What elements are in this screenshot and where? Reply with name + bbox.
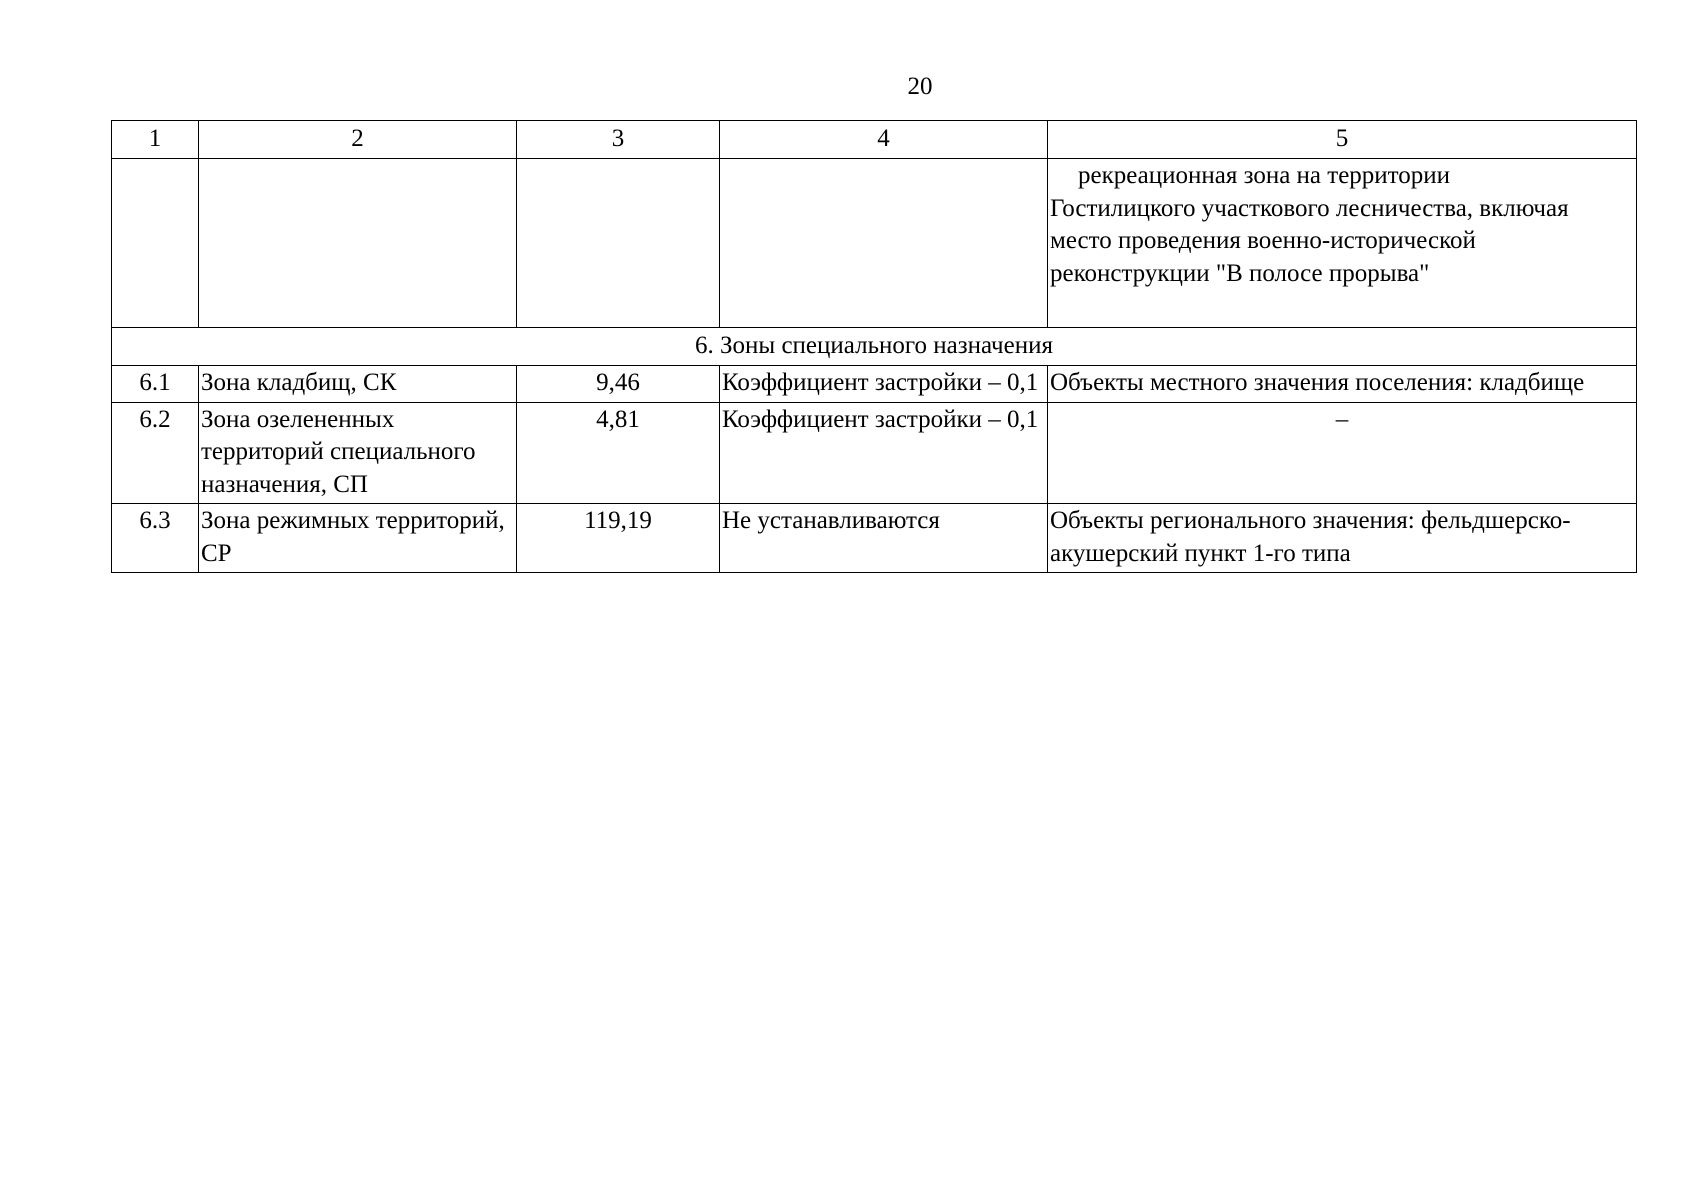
- column-header-1: 1: [112, 121, 199, 159]
- zone-params: Не устанавливаются: [720, 504, 1048, 573]
- continuation-first-line: рекреационная зона на территории: [1078, 162, 1451, 189]
- continuation-row: [112, 159, 1637, 328]
- continuation-cell-3: [517, 159, 720, 328]
- continuation-cell-1: [112, 159, 199, 328]
- zone-name: Зона режимных территорий, СР: [199, 504, 517, 573]
- table-row: [112, 366, 1637, 403]
- zone-objects: Объекты местного значения поселения: кладбище: [1048, 366, 1637, 403]
- zone-area: 4,81: [517, 402, 720, 504]
- zone-params: Коэффициент застройки – 0,1: [720, 366, 1048, 403]
- column-header-5: 5: [1048, 121, 1637, 159]
- zone-area: 9,46: [517, 366, 720, 403]
- continuation-cell-5: [1048, 159, 1637, 328]
- zone-name: Зона озелененных территорий специального назначения, СП: [199, 402, 517, 504]
- continuation-cell-2: [199, 159, 517, 328]
- table-row: [112, 504, 1637, 573]
- section-title: 6. Зоны специального назначения: [112, 328, 1637, 366]
- row-number: 6.3: [112, 504, 199, 573]
- continuation-cell-4: [720, 159, 1048, 328]
- zone-params: Коэффициент застройки – 0,1: [720, 402, 1048, 504]
- column-header-2: 2: [199, 121, 517, 159]
- table-row: [112, 402, 1637, 504]
- column-header-3: 3: [517, 121, 720, 159]
- zone-objects: Объекты регионального значения: фельдшерско-акушерский пункт 1-го типа: [1048, 504, 1637, 573]
- zone-name: Зона кладбищ, СК: [199, 366, 517, 403]
- page-number: 20: [907, 73, 933, 100]
- zones-table: [111, 120, 1637, 573]
- zone-objects: –: [1048, 402, 1637, 504]
- row-number: 6.2: [112, 402, 199, 504]
- row-number: 6.1: [112, 366, 199, 403]
- continuation-text: Гостилицкого участкового лесничества, включая место проведения военно-исторической реконструкции "В полосе прорыва": [1050, 194, 1569, 287]
- zone-area: 119,19: [517, 504, 720, 573]
- header-row: [112, 121, 1637, 159]
- column-header-4: 4: [720, 121, 1048, 159]
- section-row: [112, 328, 1637, 366]
